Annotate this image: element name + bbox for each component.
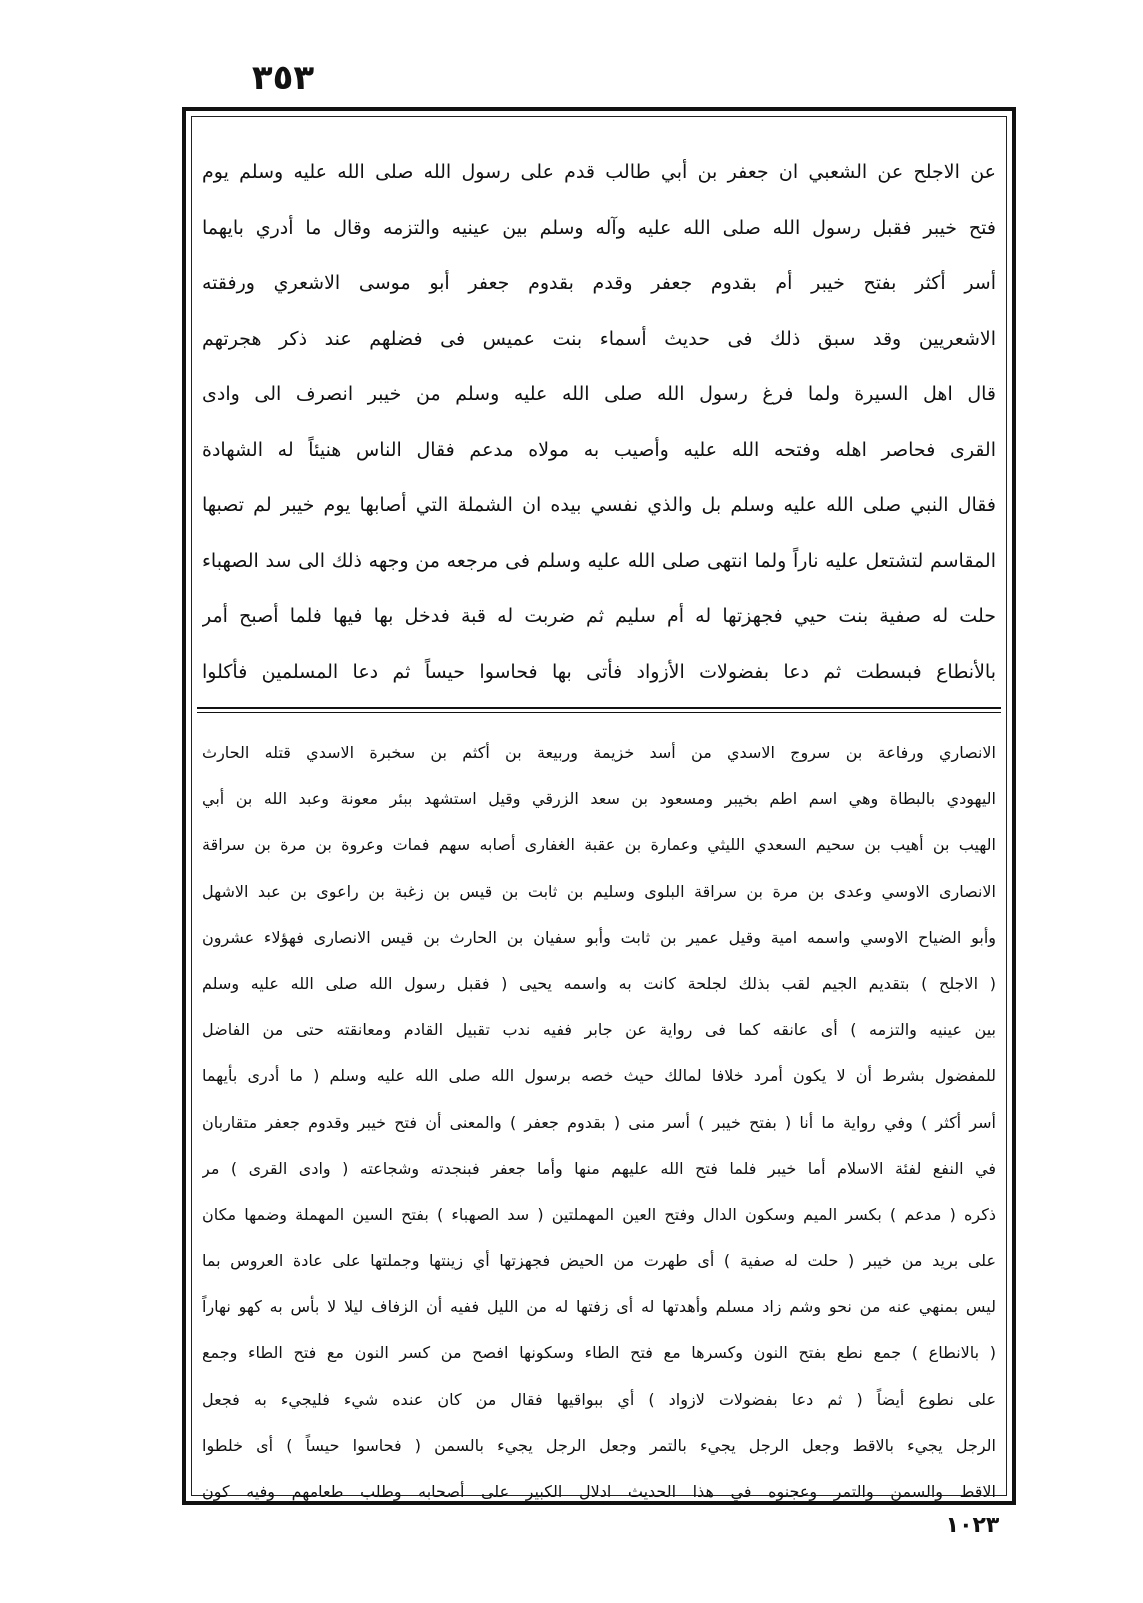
commentary-line: على نطوع أيضاً ( ثم دعا بفضولات لازواد ) أي ببواقيها فقال من كان عنده شيء فليجيء به فجعل: [202, 1389, 996, 1409]
page-number: ٣٥٣: [251, 58, 315, 98]
main-text-line: عن الاجلح عن الشعبي ان جعفر بن أبي طالب قدم على رسول الله صلى الله عليه وسلم يوم: [202, 161, 996, 183]
main-text-line: أسر أكثر بفتح خيبر أم بقدوم جعفر وقدم بقدوم جعفر أبو موسى الاشعري ورفقته: [202, 272, 996, 294]
commentary-line: ( بالانطاع ) جمع نطع بفتح النون وكسرها مع فتح الطاء وسكونها افصح من كسر النون مع فتح الطاء وجمع: [202, 1343, 996, 1363]
commentary-line: بين عينيه والتزمه ) أى عانقه كما فى رواية عن جابر ففيه ندب تقبيل القادم ومعانقته حتى من الفاضل: [202, 1020, 996, 1040]
commentary-line: الانصارى الاوسي وعدى بن مرة بن سراقة البلوى وسليم بن ثابت بن قيس بن زغبة بن راعوى بن عبد الاشهل: [202, 881, 996, 901]
commentary-line: ذكره ( مدعم ) بكسر الميم وسكون الدال وفتح العين المهملتين ( سد الصهباء ) بفتح السين المهملة وضمها مكان: [202, 1204, 996, 1224]
main-text-line: قال اهل السيرة ولما فرغ رسول الله صلى الله عليه وسلم من خيبر انصرف الى وادى: [202, 383, 996, 405]
main-text-line: الاشعريين وقد سبق ذلك فى حديث أسماء بنت عميس فى فضلهم عند ذكر هجرتهم: [202, 327, 996, 350]
commentary-line: اليهودي بالبطاة وهي اسم اطم بخيبر ومسعود بن سعد الزرقي وقيل استشهد ببئر معونة وعبد الله بن أبي: [202, 789, 996, 809]
main-text-line: فتح خيبر فقبل رسول الله صلى الله عليه وآله وسلم بين عينيه والتزمه وقال ما أدري بايهما: [202, 216, 996, 239]
main-text-line: فقال النبي صلى الله عليه وسلم بل والذي نفسي بيده ان الشملة التي أصابها يوم خيبر لم تصبها: [202, 494, 996, 516]
main-text-block: [202, 145, 996, 700]
commentary-line: ليس بمنهي عنه من نحو وشم زاد مسلم وأهدتها له أى زفتها له من الليل ففيه أن الزفاف ليلا لا بأس به كهو نهاراً: [202, 1297, 996, 1317]
commentary-line: الانصاري ورفاعة بن سروج الاسدي من أسد خزيمة وربيعة بن أكثم بن سخبرة الاسدي قتله الحارث: [202, 743, 996, 762]
main-text-line: حلت له صفية بنت حيي فجهزتها له أم سليم ثم ضربت له قبة فدخل بها فيها فلما أصبح أمر: [202, 605, 996, 627]
main-text-line: المقاسم لتشتعل عليه ناراً ولما انتهى صلى الله عليه وسلم فى مرجعه من وجهه ذلك الى سد الصهباء: [202, 549, 996, 572]
commentary-line: الاقط والسمن والتمر وعجنوه في هذا الحديث ادلال الكبير على أصحابه وطلب طعامهم وفيه كون: [202, 1482, 996, 1501]
main-text-line: القرى فحاصر اهله وفتحه الله عليه وأصيب به مولاه مدعم فقال الناس هنيئاً له الشهادة: [202, 438, 996, 461]
commentary-line: ( الاجلح ) بتقديم الجيم لقب بذلك لجلحة كانت به واسمه يحيى ( فقبل رسول الله صلى الله عليه وسلم: [202, 973, 996, 993]
commentary-line: وأبو الضياح الاوسي واسمه امية وقيل عمير بن ثابت وأبو سفيان بن الحارث بن قيس الانصارى فهؤلاء عشرون: [202, 927, 996, 947]
commentary-line: أسر أكثر ) وفي رواية ما أنا ( بفتح خيبر ) أسر منى ( بقدوم جعفر ) والمعنى أن فتح خيبر وقدوم جعفر متقاربان: [202, 1112, 996, 1132]
section-divider: [197, 707, 1001, 713]
commentary-line: للمفضول بشرط أن لا يكون أمرد خلافا لمالك حيث خصه برسول الله صلى الله عليه وسلم ( ما أدرى بأيهما: [202, 1066, 996, 1086]
commentary-line: الهيب بن أهيب بن سحيم السعدي الليثي وعمارة بن عقبة الغفارى أصابه سهم فمات وعروة بن مرة بن سراقة: [202, 835, 996, 855]
commentary-text-block: [202, 730, 996, 1515]
inner-border: [191, 116, 1007, 1501]
commentary-line: في النفع لفئة الاسلام أما خيبر فلما فتح الله عليهم منها وأما جعفر فبنجدته وشجاعته ( وادى القرى ) مر: [202, 1158, 996, 1178]
text-frame: [182, 107, 1016, 1505]
commentary-line: الرجل يجيء بالاقط وجعل الرجل يجيء بالتمر وجعل الرجل يجيء بالسمن ( فحاسوا حيساً ) أى خلطوا: [202, 1435, 996, 1455]
commentary-line: على بريد من خيبر ( حلت له صفية ) أى طهرت من الحيض فجهزتها أي زينتها وجملتها على عادة العروس بما: [202, 1251, 996, 1271]
main-text-line: بالأنطاع فبسطت ثم دعا بفضولات الأزواد فأتى بها فحاسوا حيساً ثم دعا المسلمين فأكلوا: [202, 660, 996, 683]
footer-number: ١٠٢٣: [945, 1513, 1000, 1538]
